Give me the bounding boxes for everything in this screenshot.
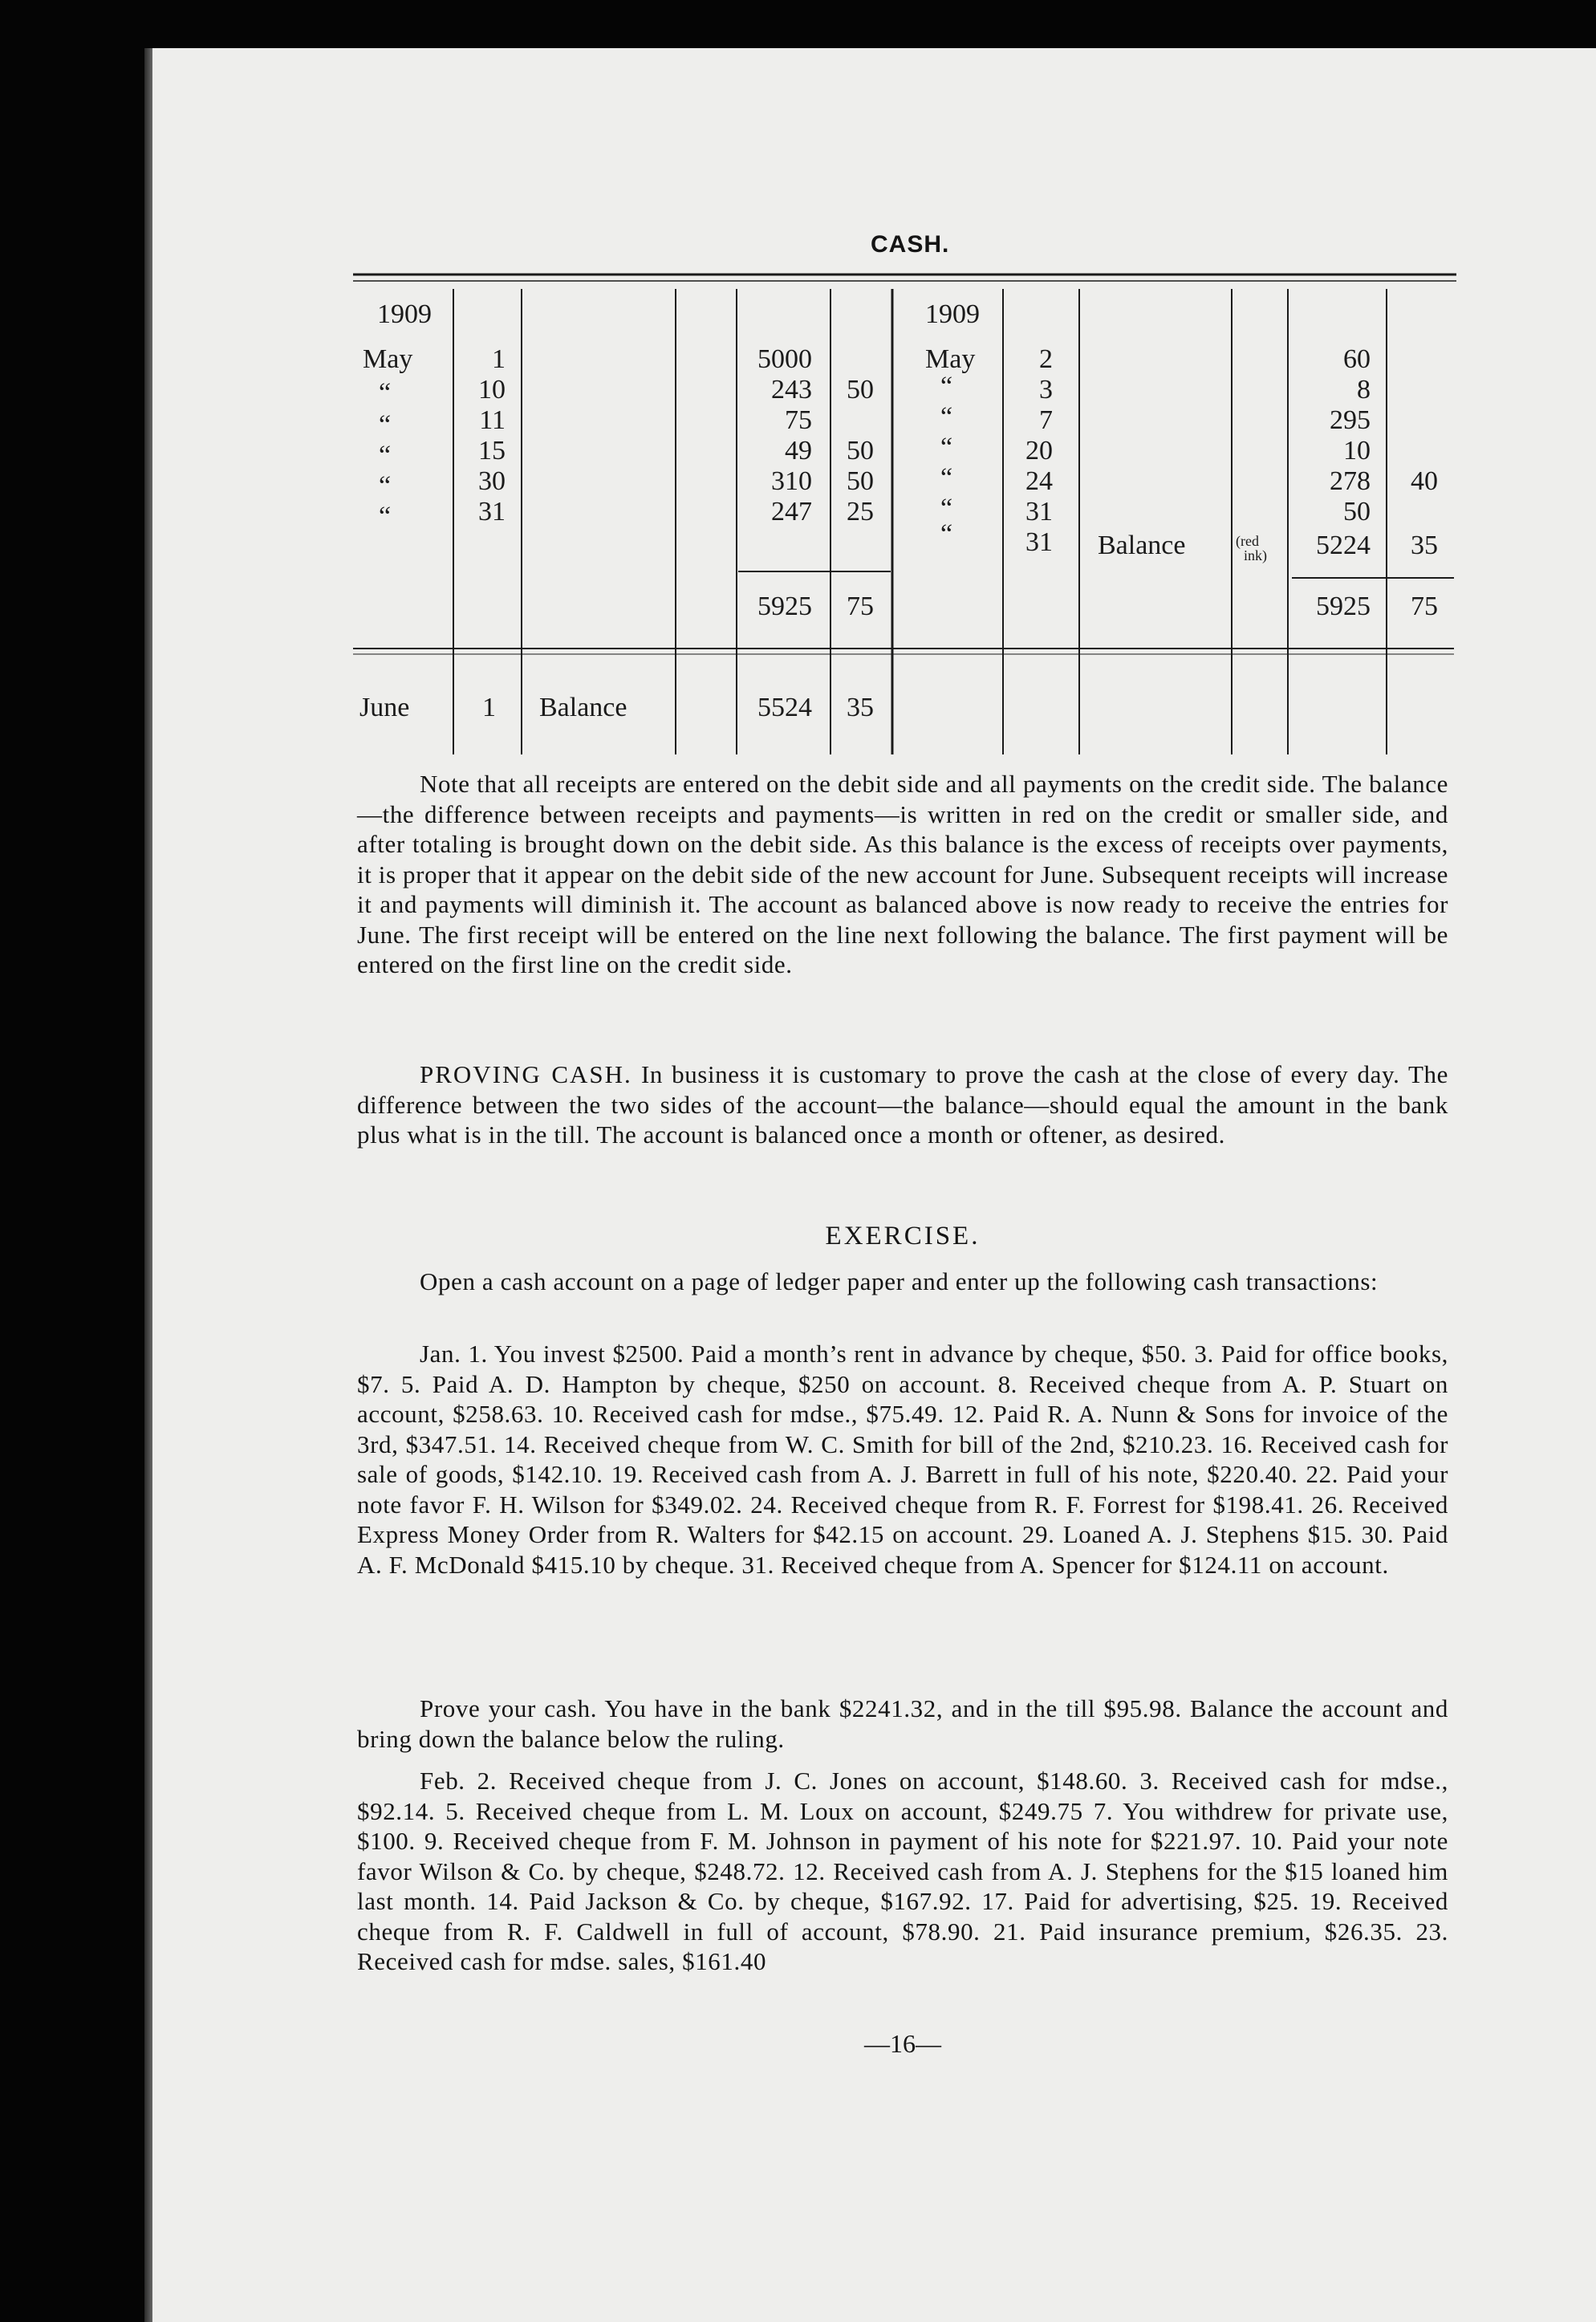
debit-cent-cell: 25 [847,497,874,527]
june-balance-label: Balance [539,693,627,722]
debit-total-cents: 75 [847,592,874,621]
credit-month-cell: “ [940,402,953,432]
february-transactions: Feb. 2. Received cheque from J. C. Jones on account, $148.60. 3. Received cash for mdse., $92.14. 5. Received cheque from L. M. Loux on account, $249.75 7. You withdrew for private use, $100. 9. Received cheque from F. M. Johnson in payment of his note for $221.97. 10. Paid your note favor Wilson & Co. by cheque, $248.72. 12. Received cash from A. J. Stephens for the $15 loaned him last month. 14. Paid Jackson & Co. by cheque, $167.92. 17. Paid for advertising, $25. 19. Received cheque from R. F. Caldwell in full of account, $78.90. 21. Paid insurance premium, $26.35. 23. Received cash for mdse. sales, $161.40 [357,1767,1448,1975]
february-transactions-block [357,1766,1448,1977]
red-ink-note-line-2: ink) [1244,547,1267,563]
june-month: June [359,693,410,722]
debit-day-cell: 1 [492,344,506,374]
proving-cash-text: In business it is customary to prove the cash at the close of every day. The difference between the two sides of the account—the balance—should equal the amount in the bank plus what is in the till. The account is balanced once a month or oftener, as desired. [357,1060,1449,1149]
exercise-heading: EXERCISE. [825,1222,981,1250]
debit-day-cell: 30 [478,466,506,496]
credit-dollar-cell: 5224 [1316,531,1371,560]
cash-ledger-table [0,0,1596,771]
credit-day-cell: 24 [1025,466,1053,496]
credit-dollar-cell: 8 [1357,375,1371,405]
debit-dollars [757,344,812,527]
debit-month-cell: May [363,344,413,374]
debit-dollar-cell: 75 [785,405,812,435]
january-transactions: Jan. 1. You invest $2500. Paid a month’s rent in advance by cheque, $50. 3. Paid for office books, $7. 5. Paid A. D. Hampton by cheque, $250 on account. 8. Received cheque from A. P. Stuart on account, $258.63. 10. Received cash for mdse., $75.49. 12. Paid R. A. Nunn & Sons for invoice of the 3rd, $347.51. 14. Received cheque from W. C. Smith for bill of the 2nd, $210.23. 16. Received cash for sale of goods, $142.10. 19. Received cash from A. J. Barrett in full of his note, $220.40. 22. Paid your note favor F. H. Wilson for $349.02. 24. Received cheque from R. F. Forrest for $198.41. 26. Received Express Money Order from R. Walters for $42.15 on account. 29. Loaned A. J. Stephens $15. 30. Paid A. F. McDonald $415.10 by cheque. 31. Received cheque from A. Spencer for $124.11 on account. [357,1340,1448,1579]
credit-day-cell: 20 [1025,436,1053,466]
credit-year: 1909 [925,299,980,329]
credit-month-cell: May [925,344,976,374]
debit-dollar-cell: 247 [771,497,812,527]
credit-day-cell: 31 [1025,497,1053,527]
credit-dollar-cell: 295 [1330,405,1371,435]
proving-cash-block [357,1059,1448,1150]
credit-dollar-cell: 10 [1343,436,1371,466]
debit-month-cell: “ [379,410,392,440]
page-number: —16— [864,2029,941,2058]
debit-dollar-cell: 5000 [757,344,812,374]
prove-cash-instruction-block [357,1694,1448,1754]
debit-cent-cell: 50 [847,466,874,496]
credit-cent-cell: 40 [1411,466,1438,496]
exercise-intro-block [357,1267,1448,1297]
credit-dollars [1316,344,1371,560]
credit-day-cell: 3 [1039,375,1053,405]
credit-day-cell: 31 [1025,527,1053,557]
debit-cent-cell: 50 [847,436,874,466]
note-paragraph: Note that all receipts are entered on the debit side and all payments on the credit side. The balance—the difference between receipts and payments—is written in red on the credit or smaller side, and after totaling is brought down on the debit side. As this balance is the excess of receipts over payments, it is proper that it appear on the debit side of the new account for June. Subsequent receipts will increase it and payments will diminish it. The account as balanced above is now ready to receive the entries for June. The first receipt will be entered on the line next following the balance. The first payment will be entered on the first line on the credit side. [357,770,1448,978]
credit-day-cell: 2 [1039,344,1053,374]
debit-cent-cell: 50 [847,375,874,405]
credit-days [1025,344,1053,557]
debit-day-cell: 31 [478,497,506,527]
credit-dollar-cell: 50 [1343,497,1371,527]
credit-balance-label: Balance [1098,531,1186,560]
debit-day-cell: 15 [478,436,506,466]
credit-cents [1411,466,1438,560]
debit-day-cell: 11 [479,405,506,435]
credit-dollar-cell: 278 [1330,466,1371,496]
debit-dollar-cell: 243 [771,375,812,405]
debit-months [363,344,412,531]
credit-month-cell: “ [940,463,953,493]
page-title: CASH. [871,231,950,258]
debit-month-cell: “ [379,378,392,408]
credit-total-dollars: 5925 [1316,592,1371,621]
credit-total-cents: 75 [1411,592,1438,621]
june-balance-dollars: 5524 [757,693,812,722]
credit-month-cell: “ [940,494,953,523]
debit-year: 1909 [377,299,432,329]
debit-dollar-cell: 310 [771,466,812,496]
debit-total-dollars: 5925 [757,592,812,621]
january-transactions-block [357,1339,1448,1580]
credit-dollar-cell: 60 [1343,344,1371,374]
note-paragraph-block [357,769,1448,980]
red-ink-note-line-1: (red [1236,533,1259,549]
debit-month-cell: “ [379,471,392,501]
credit-months [925,344,975,549]
credit-month-cell: “ [940,372,953,401]
credit-month-cell: “ [940,519,953,549]
credit-day-cell: 7 [1039,405,1053,435]
prove-cash-instruction: Prove your cash. You have in the bank $2241.32, and in the till $95.98. Balance the account and bring down the balance below the ruling. [357,1694,1448,1753]
debit-day-cell: 10 [478,375,506,405]
debit-days [478,344,506,527]
debit-month-cell: “ [379,502,392,531]
exercise-intro: Open a cash account on a page of ledger paper and enter up the following cash transactions: [420,1267,1379,1295]
debit-month-cell: “ [379,441,392,470]
proving-cash-heading: PROVING CASH. [420,1060,632,1088]
credit-month-cell: “ [940,433,953,462]
credit-cent-cell: 35 [1411,531,1438,560]
june-day: 1 [482,693,496,722]
debit-cents [847,375,874,527]
debit-dollar-cell: 49 [785,436,812,466]
june-balance-cents: 35 [847,693,874,722]
